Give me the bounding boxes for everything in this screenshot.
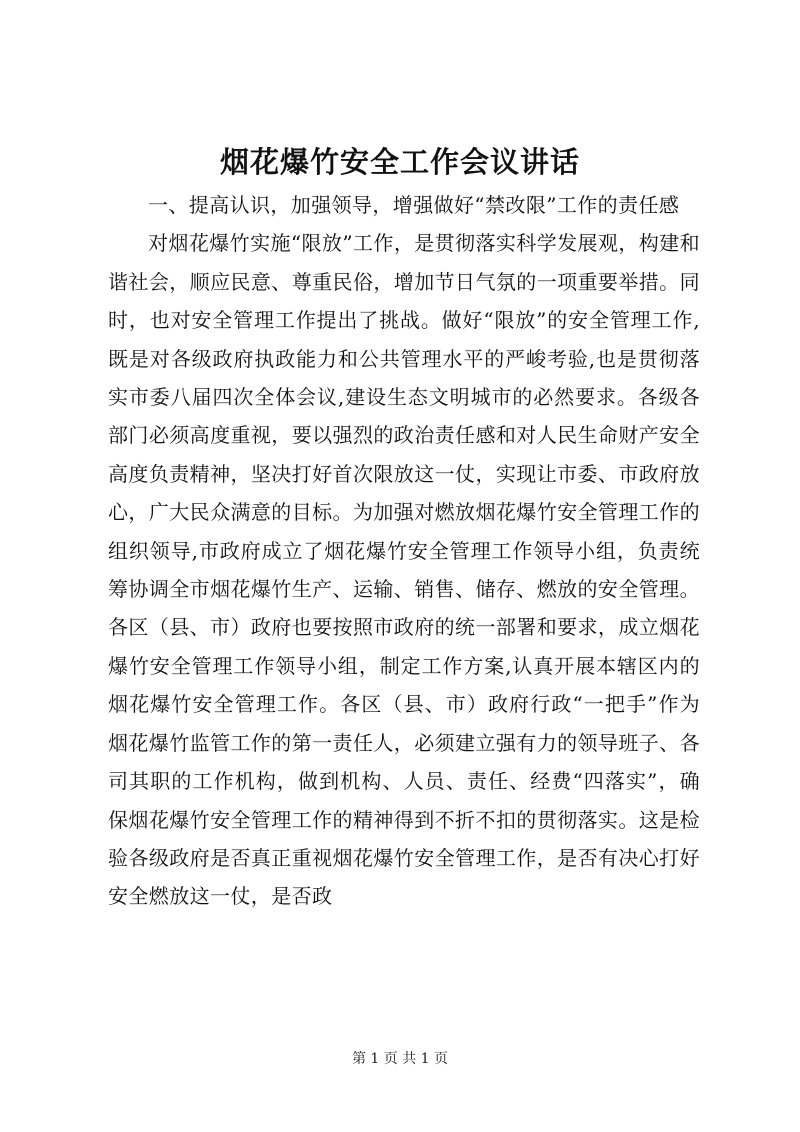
body-paragraph: 对烟花爆竹实施“限放”工作，是贯彻落实科学发展观，构建和谐社会，顺应民意、尊重民俗，增加节日气氛的一项重要举措。同时，也对安全管理工作提出了挑战。做好“限放”的安全管理工作,既是对各级政府执政能力和公共管理水平的严峻考验,也是贯彻落实市委八届四次全体会议,建设生态文明城市的必然要求。各级各部门必须高度重视，要以强烈的政治责任感和对人民生命财产安全高度负责精神，坚决打好首次限放这一仗，实现让市委、市政府放心，广大民众满意的目标。为加强对燃放烟花爆竹安全管理工作的组织领导,市政府成立了烟花爆竹安全管理工作领导小组，负责统筹协调全市烟花爆竹生产、运输、销售、储存、燃放的安全管理。各区（县、市）政府也要按照市政府的统一部署和要求，成立烟花爆竹安全管理工作领导小组，制定工作方案,认真开展本辖区内的烟花爆竹安全管理工作。各区（县、市）政府行政“一把手”作为烟花爆竹监管工作的第一责任人，必须建立强有力的领导班子、各司其职的工作机构，做到机构、人员、责任、经费“四落实”，确保烟花爆竹安全管理工作的精神得到不折不扣的贯彻落实。这是检验各级政府是否真正重视烟花爆竹安全管理工作，是否有决心打好安全燃放这一仗，是否政 (108, 231, 700, 909)
section-heading: 一、提高认识，加强领导，增强做好“禁改限”工作的责任感 (148, 193, 680, 217)
page-number-footer: 第 1 页 共 1 页 (351, 1051, 449, 1067)
document-body (108, 186, 700, 916)
document-title: 烟花爆竹安全工作会议讲话 (219, 145, 580, 179)
